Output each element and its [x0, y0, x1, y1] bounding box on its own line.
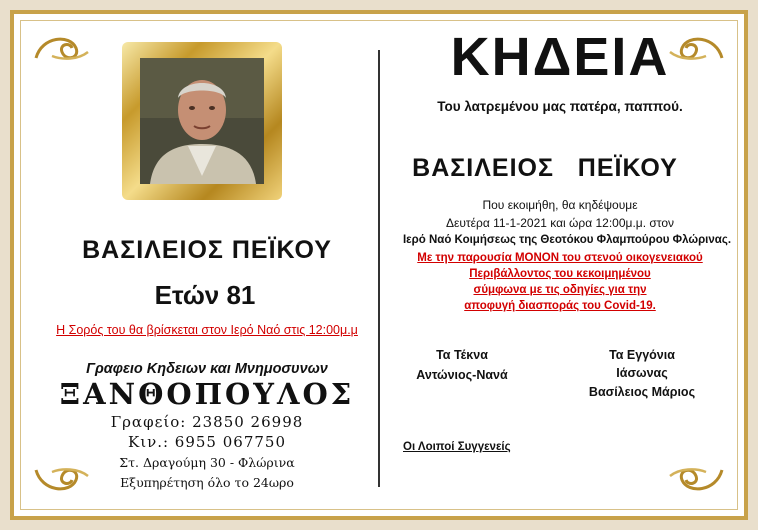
- covid-notice-line: αποφυγή διασποράς του Covid-19.: [464, 300, 656, 312]
- ornament-bottom-left-icon: [32, 462, 92, 498]
- funeral-office-name: ΞΑΝΘΟΠΟΥΛΟΣ: [59, 377, 355, 411]
- ornament-bottom-right-icon: [666, 462, 726, 498]
- mobile-phone: Κιν.: 6955 067750: [128, 433, 286, 451]
- service-hours: Εξυπηρέτηση όλο το 24ωρο: [120, 475, 294, 490]
- church-line: Ιερό Ναό Κοιμήσεως της Θεοτόκου Φλαμπούρου Φλώρινας.: [402, 234, 732, 246]
- covid-notice-line: Περιβάλλοντος του κεκοιμημένου: [469, 268, 651, 280]
- grandchild-name: Βασίλειος Μάριος: [588, 385, 696, 399]
- announce-line-1: Που εκοιμήθη, θα κηδέψουμε: [482, 198, 638, 212]
- grandchildren-title: Τα Εγγόνια: [609, 348, 675, 362]
- covid-notice-line: Με την παρουσία ΜΟΝΟΝ του στενού οικογενειακού: [417, 252, 703, 264]
- funeral-office-title: Γραφειο Κηδειων και Μνημοσυνων: [86, 361, 328, 377]
- office-phone: Γραφείο: 23850 26998: [110, 413, 304, 431]
- portrait-photo: [140, 58, 264, 184]
- ornament-top-left-icon: [32, 30, 92, 66]
- announce-line-2: Δευτέρα 11-1-2021 και ώρα 12:00μ.μ. στον: [445, 216, 675, 230]
- grandchild-name: Ιάσωνας: [616, 366, 668, 380]
- age: Ετών 81: [154, 280, 256, 310]
- funeral-heading: ΚΗΔΕΙΑ: [450, 27, 670, 87]
- deceased-name-right: ΒΑΣΙΛΕΙΟΣ ΠΕΪΚΟΥ: [412, 154, 678, 182]
- coffin-note: Η Σορός του θα βρίσκεται στον Ιερό Ναό στις 12:00μ.μ: [56, 323, 358, 337]
- column-divider: [378, 50, 380, 487]
- children-names: Αντώνιος-Νανά: [416, 368, 508, 382]
- children-title: Τα Τέκνα: [436, 348, 488, 362]
- ornament-top-right-icon: [666, 30, 726, 66]
- office-address: Στ. Δραγούμη 30 - Φλώρινα: [119, 455, 295, 470]
- deceased-name-left: ΒΑΣΙΛΕΙΟΣ ΠΕΪΚΟΥ: [82, 236, 332, 264]
- dedication: Του λατρεμένου μας πατέρα, παππού.: [437, 99, 683, 114]
- other-relatives: Οι Λοιποί Συγγενείς: [403, 441, 511, 453]
- portrait-frame: [122, 42, 282, 200]
- covid-notice-line: σύμφωνα με τις οδηγίες για την: [473, 284, 647, 296]
